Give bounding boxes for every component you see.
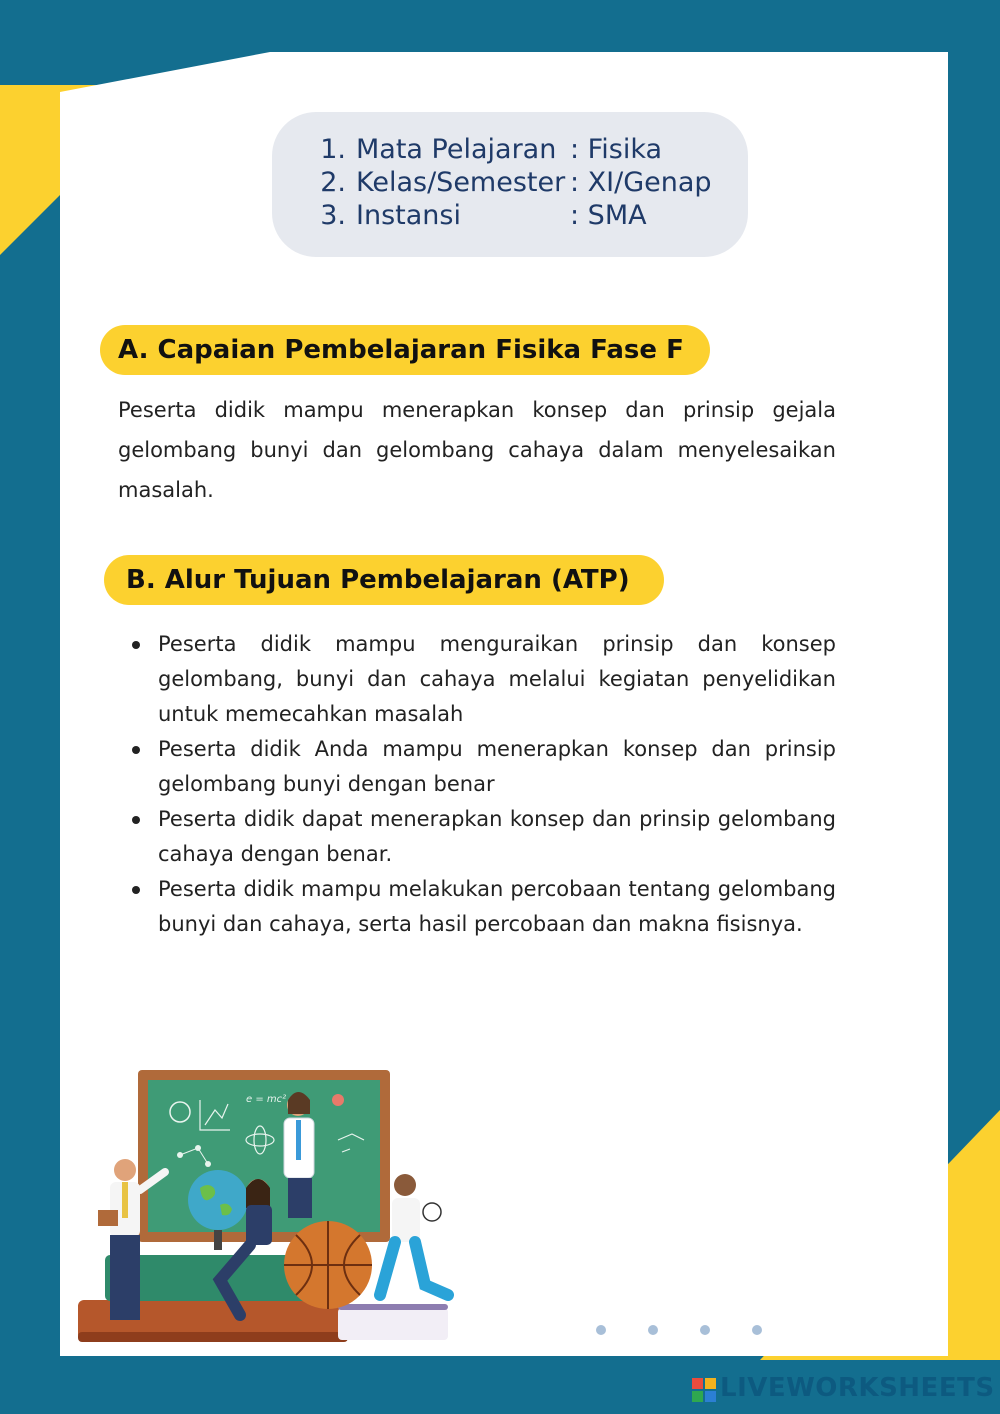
list-item-text: Peserta didik dapat menerapkan konsep dan prinsip gelombang cahaya dengan benar. (158, 807, 836, 866)
section-a-paragraph: Peserta didik mampu menerapkan konsep dan prinsip gejala gelombang bunyi dan gelombang cahaya dalam menyelesaikan masalah. (118, 398, 836, 502)
info-row-number: 2. (320, 167, 346, 198)
page-dot (648, 1325, 658, 1335)
liveworksheets-logo-icon (692, 1378, 716, 1402)
info-row-value: : XI/Genap (570, 167, 712, 198)
list-item-text: Peserta didik Anda mampu menerapkan konsep dan prinsip gelombang bunyi dengan benar (158, 737, 836, 796)
subject-info-box (272, 112, 748, 257)
board-formula: e = mc² (246, 1094, 287, 1105)
student-avatar (394, 1174, 416, 1196)
page-dot (752, 1325, 762, 1335)
classroom-illustration (70, 1060, 470, 1360)
atp-list (118, 627, 836, 942)
list-item-text: Peserta didik mampu menguraikan prinsip dan konsep gelombang, bunyi dan cahaya melalui kegiatan penyelidikan untuk memecahkan masalah (158, 632, 836, 726)
flask-icon (332, 1094, 344, 1106)
info-row-value: : Fisika (570, 134, 663, 165)
bullet-icon (132, 641, 140, 649)
info-row-value: : SMA (570, 200, 647, 231)
bullet-icon (132, 816, 140, 824)
section-b-heading: B. Alur Tujuan Pembelajaran (ATP) (104, 555, 664, 605)
globe-icon (188, 1170, 248, 1230)
info-row-subject (312, 134, 662, 165)
page-dot (700, 1325, 710, 1335)
list-item (118, 802, 836, 872)
info-row-number: 3. (320, 200, 346, 231)
list-item (118, 627, 836, 732)
info-row-number: 1. (320, 134, 346, 165)
list-item-text: Peserta didik mampu melakukan percobaan tentang gelombang bunyi dan cahaya, serta hasil percobaan dan makna fisisnya. (158, 877, 836, 936)
info-row-label: Kelas/Semester (356, 167, 566, 198)
info-row-label: Instansi (356, 200, 461, 231)
info-row-label: Mata Pelajaran (356, 134, 557, 165)
list-item (118, 872, 836, 942)
list-item (118, 732, 836, 802)
brand-name: LIVEWORKSHEETS (720, 1373, 995, 1403)
page-dot (596, 1325, 606, 1335)
bullet-icon (132, 746, 140, 754)
soccer-ball-icon (423, 1203, 441, 1221)
bullet-icon (132, 886, 140, 894)
section-a-heading: A. Capaian Pembelajaran Fisika Fase F (100, 325, 710, 375)
info-row-institution (312, 200, 647, 231)
teacher-avatar (114, 1159, 136, 1181)
info-row-class (312, 167, 712, 198)
